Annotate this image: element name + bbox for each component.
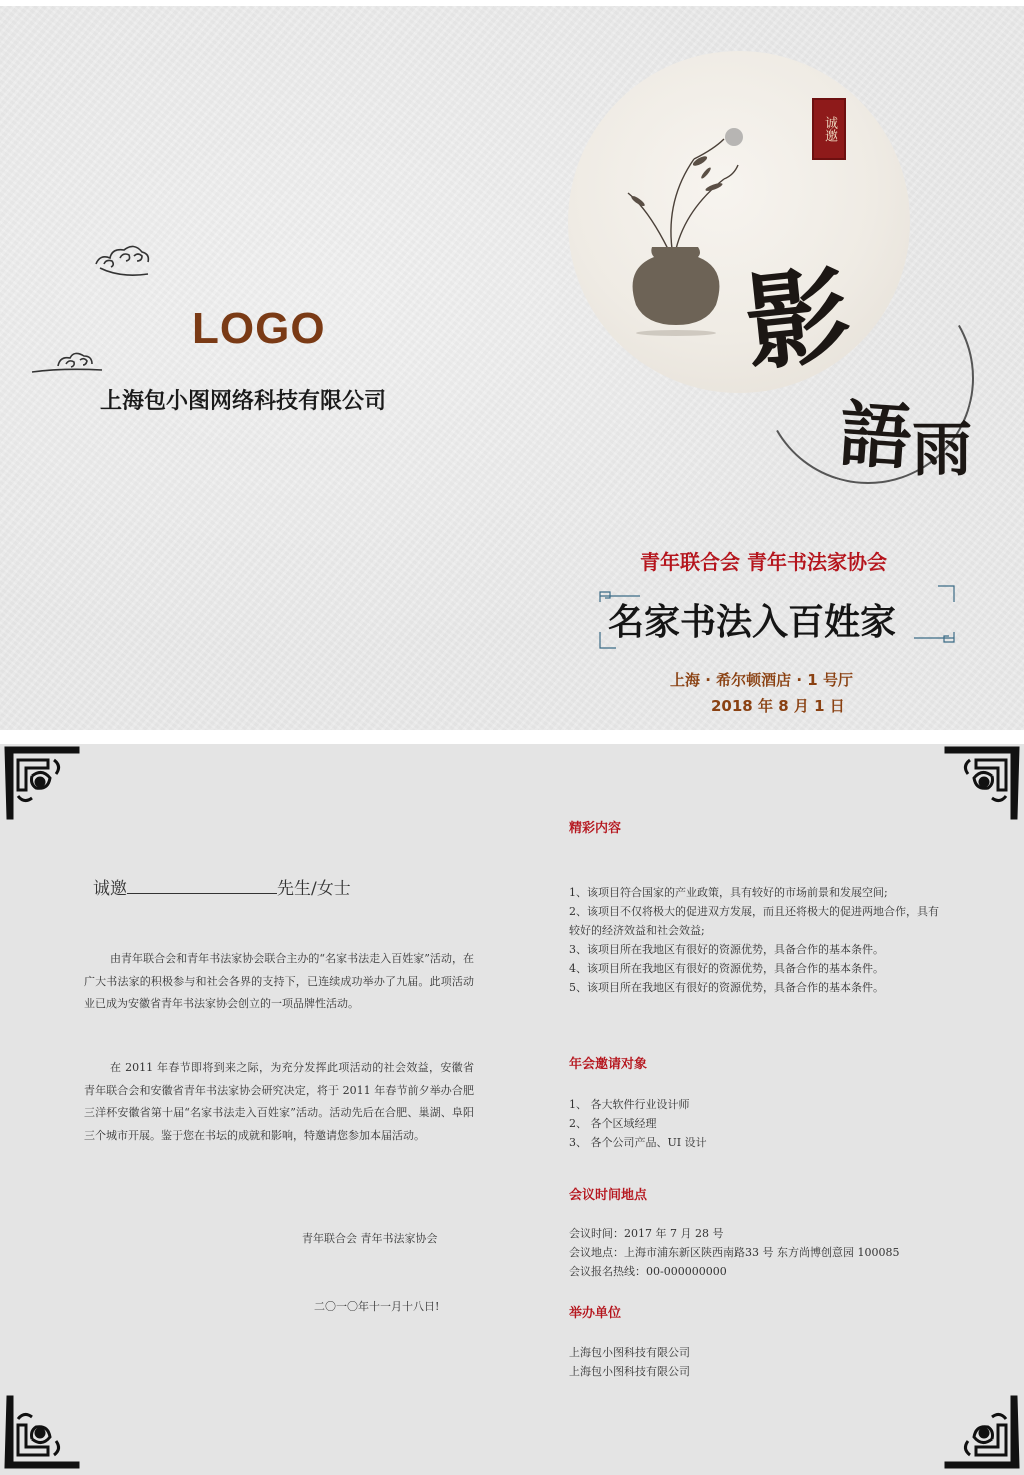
section-title-highlights: 精彩内容 (569, 821, 622, 836)
letter-paragraph: 在 2011 年春节即将到来之际，为充分发挥此项活动的社会效益，安徽省青年联合会和安徽省青年书法家协会研究决定，将于 2011 年春节前夕举办合肥三洋杯安徽省第十届“名家书法走入百姓家”活动。活动先后在合肥、巢湖、阜阳三个城市开展。鉴于您在书坛的成就和影响，特邀请您参加本届活动。 (84, 1061, 474, 1142)
corner-ornament-icon (944, 1393, 1020, 1469)
list-item: 3、该项目所在我地区有很好的资源优势，具备合作的基本条件。 (569, 943, 884, 956)
invitation-seal: 诚邀 (812, 98, 846, 160)
calligraphy-character: 語 (836, 390, 915, 481)
corner-ornament-icon (4, 1393, 80, 1469)
corner-ornament-icon (944, 746, 1020, 822)
event-title: 名家书法入百姓家 (608, 602, 897, 643)
calligraphy-character: 影 (739, 252, 857, 387)
calligraphy-character: 雨 (912, 415, 972, 485)
section-title-invitees: 年会邀请对象 (569, 1057, 648, 1072)
list-item: 1、该项目符合国家的产业政策，具有较好的市场前景和发展空间; (569, 886, 888, 899)
cloud-ornament-icon (90, 236, 154, 284)
cloud-ornament-icon (30, 346, 110, 380)
list-item: 2、 各个区域经理 (569, 1117, 657, 1130)
venue: 上海 · 希尔顿酒店 · 1 号厅 (670, 671, 853, 689)
list-item: 1、 各大软件行业设计师 (569, 1098, 690, 1111)
invite-line (93, 874, 351, 899)
invite-prefix: 诚邀 (93, 879, 127, 899)
corner-ornament-icon (4, 746, 80, 822)
logo: LOGO (192, 304, 326, 353)
list-item: 4、该项目所在我地区有很好的资源优势，具备合作的基本条件。 (569, 962, 884, 975)
highlights-list (569, 883, 945, 997)
event-date: 2018 年 8 月 1 日 (711, 697, 845, 715)
company-name: 上海包小图网络科技有限公司 (100, 389, 387, 414)
list-item: 上海包小图科技有限公司 (569, 1346, 690, 1359)
host-list (569, 1343, 945, 1381)
section-title-meeting: 会议时间地点 (569, 1188, 648, 1203)
cover-page (0, 6, 1024, 730)
letter-signature: 青年联合会 青年书法家协会 (302, 1232, 438, 1245)
name-blank (127, 879, 277, 894)
section-title-host: 举办单位 (569, 1306, 622, 1321)
list-item: 3、 各个公司产品、UI 设计 (569, 1136, 707, 1149)
letter-date: 二〇一〇年十一月十八日! (314, 1300, 440, 1313)
list-item: 会议时间：2017 年 7 月 28 号 (569, 1227, 724, 1240)
invitees-list (569, 1095, 945, 1152)
list-item: 会议地点：上海市浦东新区陕西南路33 号 东方尚博创意园 100085 (569, 1246, 900, 1259)
list-item: 会议报名热线：00-000000000 (569, 1265, 727, 1278)
letter-paragraph: 由青年联合会和青年书法家协会联合主办的“名家书法走入百姓家”活动，在广大书法家的积极参与和社会各界的支持下，已连续成功举办了九届。此项活动业已成为安徽省青年书法家协会创立的一项品牌性活动。 (84, 952, 474, 1010)
list-item: 上海包小图科技有限公司 (569, 1365, 690, 1378)
list-item: 2、该项目不仅将极大的促进双方发展，而且还将极大的促进两地合作，具有较好的经济效益和社会效益; (569, 905, 939, 937)
list-item: 5、该项目所在我地区有很好的资源优势，具备合作的基本条件。 (569, 981, 884, 994)
organizers-line: 青年联合会 青年书法家协会 (640, 550, 887, 574)
invite-suffix: 先生/女士 (277, 879, 351, 899)
meeting-list (569, 1224, 945, 1281)
